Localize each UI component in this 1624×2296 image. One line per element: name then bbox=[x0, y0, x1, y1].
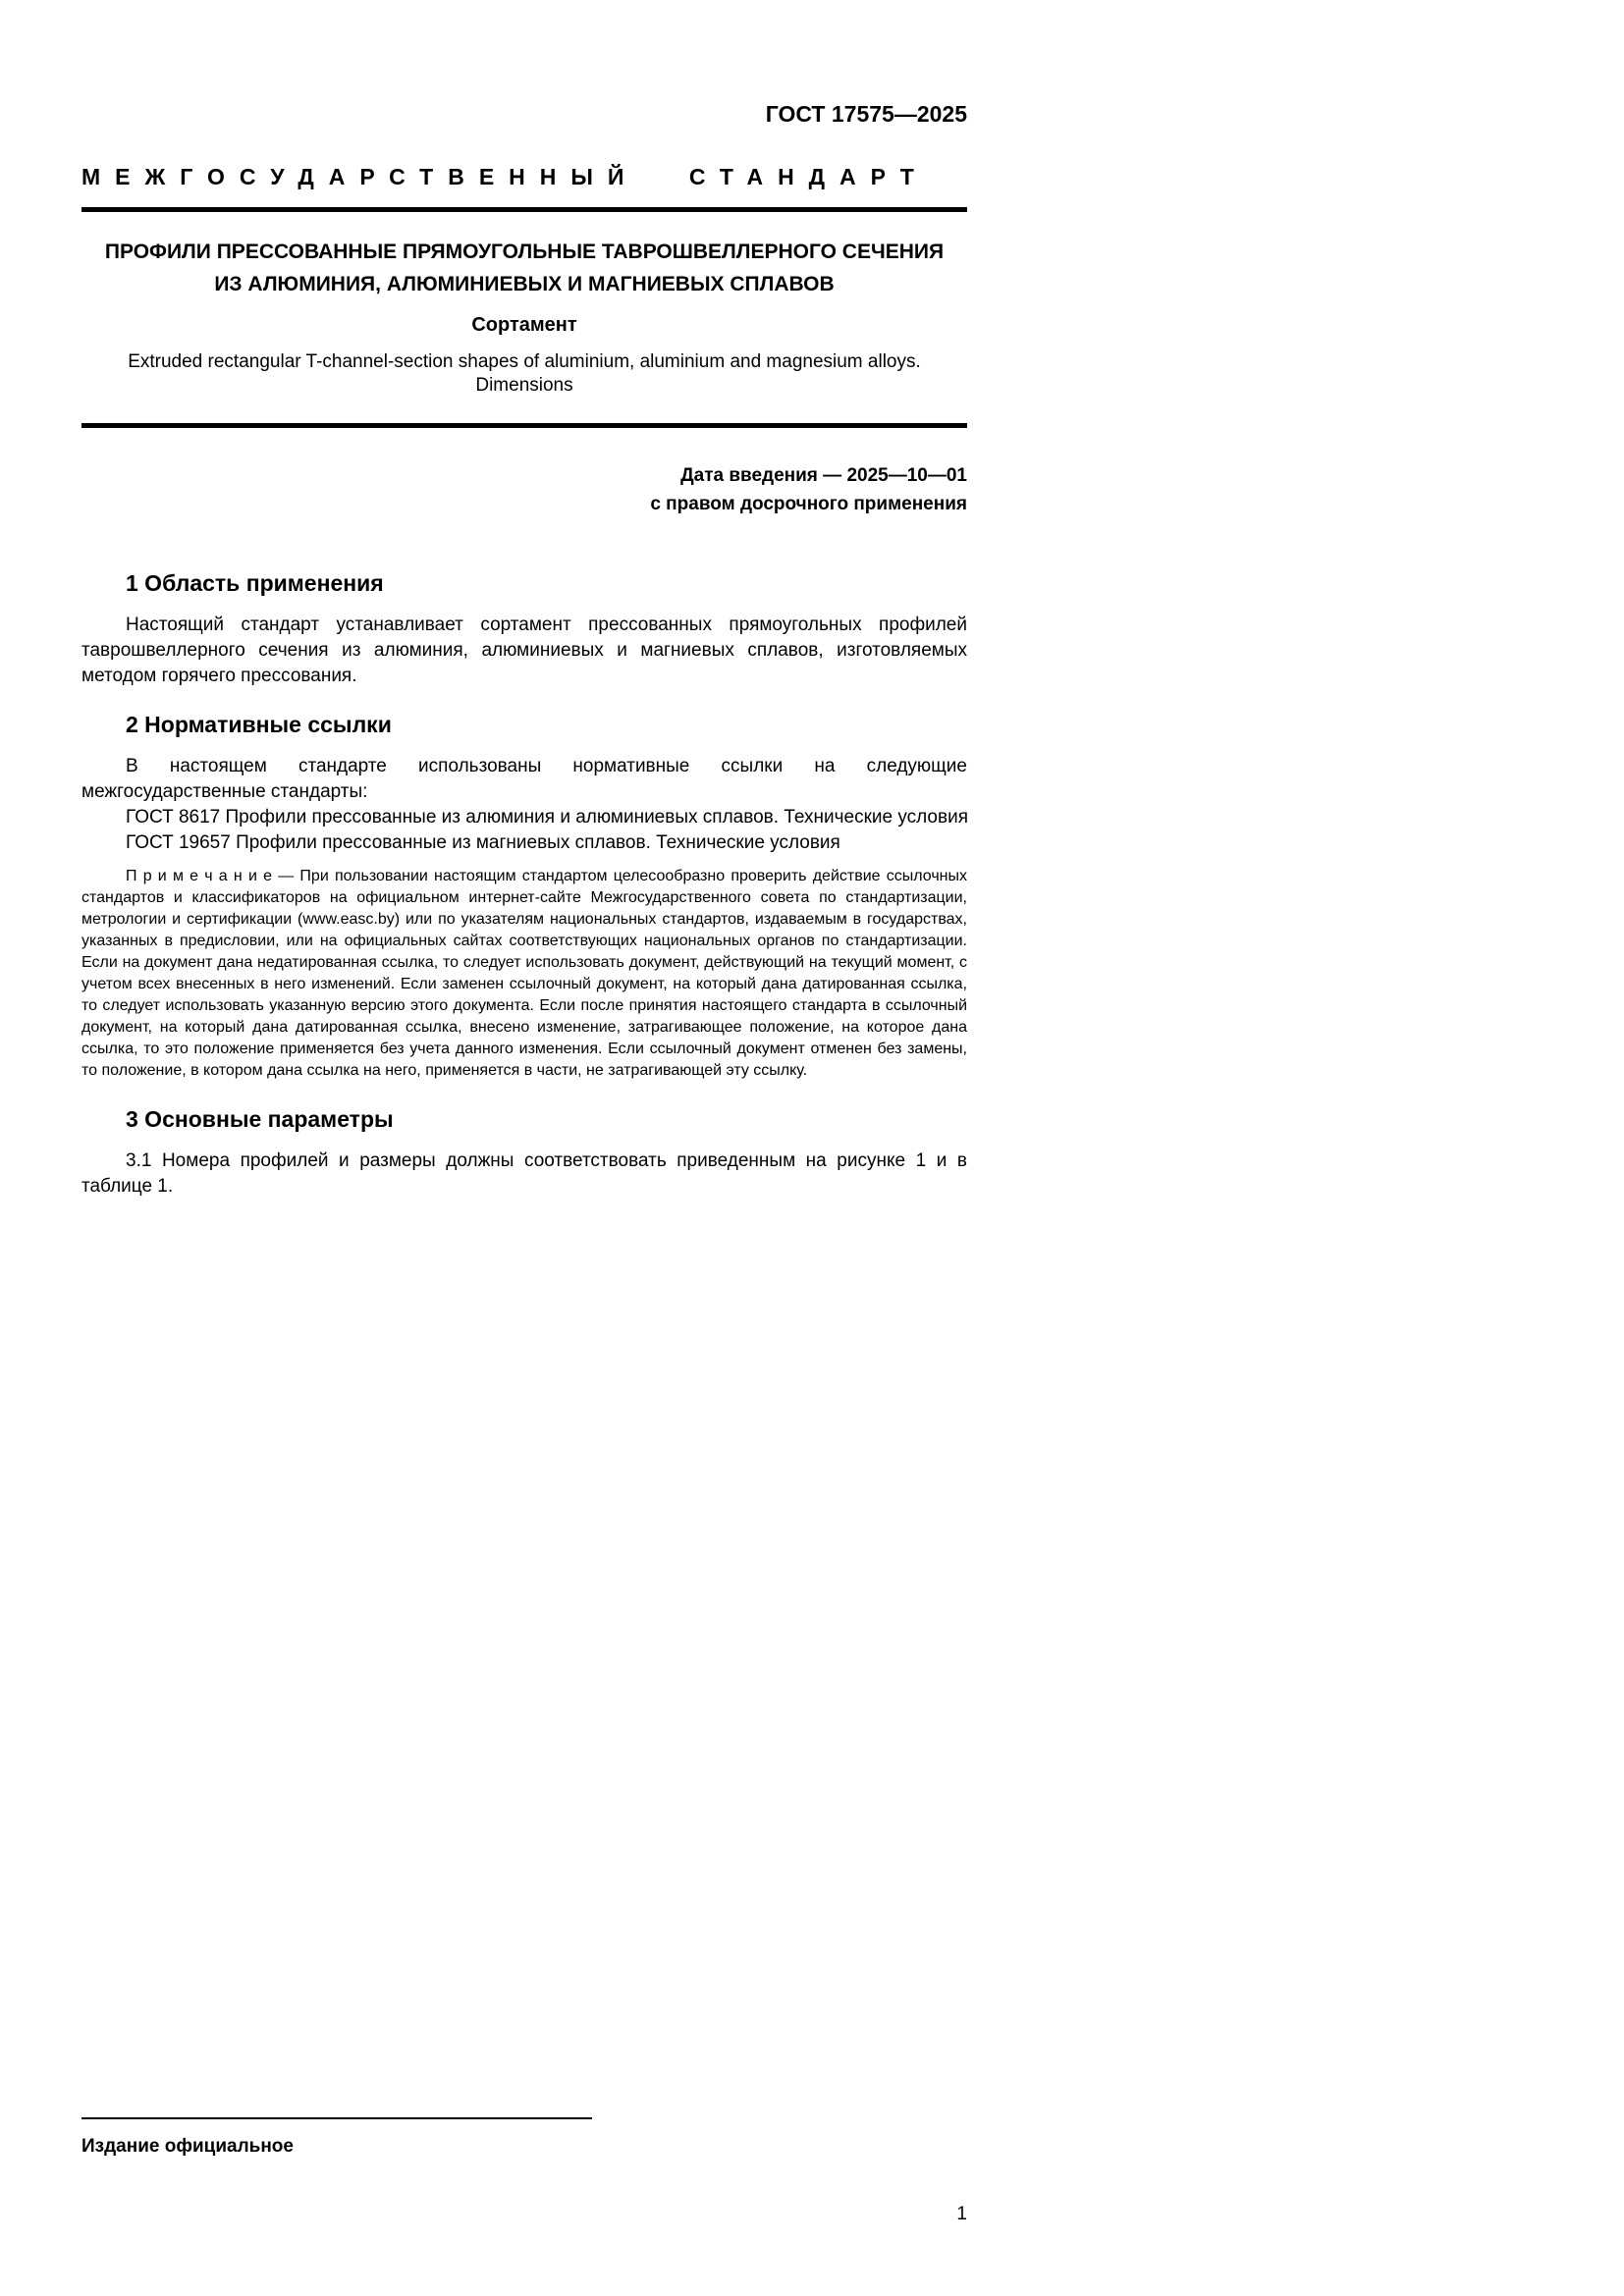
section-3-paragraph: 3.1 Номера профилей и размеры должны соответствовать приведенным на рисунке 1 и в таблице 1. bbox=[81, 1150, 967, 1197]
document-title-line-2: ИЗ АЛЮМИНИЯ, АЛЮМИНИЕВЫХ И МАГНИЕВЫХ СПЛАВОВ bbox=[214, 273, 835, 295]
header-divider-top bbox=[81, 207, 967, 212]
document-title-line-1: ПРОФИЛИ ПРЕССОВАННЫЕ ПРЯМОУГОЛЬНЫЕ ТАВРОШВЕЛЛЕРНОГО СЕЧЕНИЯ bbox=[104, 240, 945, 263]
doc-number: ГОСТ 17575—2025 bbox=[765, 101, 967, 127]
note-label: П р и м е ч а н и е bbox=[126, 868, 272, 884]
section-1-heading: 1 Область применения bbox=[126, 570, 384, 596]
section-3-heading: 3 Основные параметры bbox=[126, 1106, 394, 1132]
document-title-english: Extruded rectangular T-channel-section shapes of aluminium, aluminium and magnesium alloys. Dimensions bbox=[128, 351, 921, 396]
content-column bbox=[81, 0, 967, 1200]
note-text: — При пользовании настоящим стандартом целесообразно проверить действие ссылочных стандартов и классификаторов на официальном интернет-сайте Межгосударственного совета по стандартизации, метрологии и сертификации (www.easc.by) или по указателям национальных стандартов, издаваемым в государствах, указанных в предисловии, или на официальных сайтах соответствующих национальных органов по стандартизации. Если на документ дана недатированная ссылка, то следует использовать документ, действующий на текущий момент, с учетом всех внесенных в него изменений. Если заменен ссылочный документ, на который дана датированная ссылка, то следует использовать указанную версию этого документа. Если после принятия настоящего стандарта в ссылочный документ, на который дана датированная ссылка, внесено изменение, затрагивающее положение, на которое дана ссылка, то это положение применяется без учета данного изменения. Если ссылочный документ отменен без замены, то положение, в котором дана ссылка на него, применяется в части, не затрагивающей эту ссылку. bbox=[81, 868, 967, 1079]
section-1-paragraph: Настоящий стандарт устанавливает сортамент прессованных прямоугольных профилей таврошвеллерного сечения из алюминия, алюминиевых и магниевых сплавов, изготовляемых методом горячего прессования. bbox=[81, 614, 967, 686]
document-subtitle: Сортамент bbox=[471, 314, 577, 336]
section-2-intro-paragraph: В настоящем стандарте использованы нормативные ссылки на следующие межгосударственные стандарты: bbox=[81, 756, 967, 802]
footer-divider bbox=[81, 2117, 592, 2119]
page-number: 1 bbox=[956, 2204, 967, 2224]
section-2-heading: 2 Нормативные ссылки bbox=[126, 712, 392, 737]
standard-type-heading: МЕЖГОСУДАРСТВЕННЫЙ СТАНДАРТ bbox=[81, 164, 929, 189]
header-divider-bottom bbox=[81, 423, 967, 428]
effective-date-line-2: с правом досрочного применения bbox=[650, 494, 967, 514]
note-paragraph bbox=[81, 866, 967, 1082]
reference-item: ГОСТ 8617 Профили прессованные из алюминия и алюминиевых сплавов. Технические условия bbox=[126, 807, 968, 828]
reference-item: ГОСТ 19657 Профили прессованные из магниевых сплавов. Технические условия bbox=[126, 832, 840, 853]
edition-note: Издание официальное bbox=[81, 2136, 294, 2157]
effective-date-block bbox=[81, 461, 967, 518]
effective-date-line-1: Дата введения — 2025—10—01 bbox=[680, 465, 967, 486]
